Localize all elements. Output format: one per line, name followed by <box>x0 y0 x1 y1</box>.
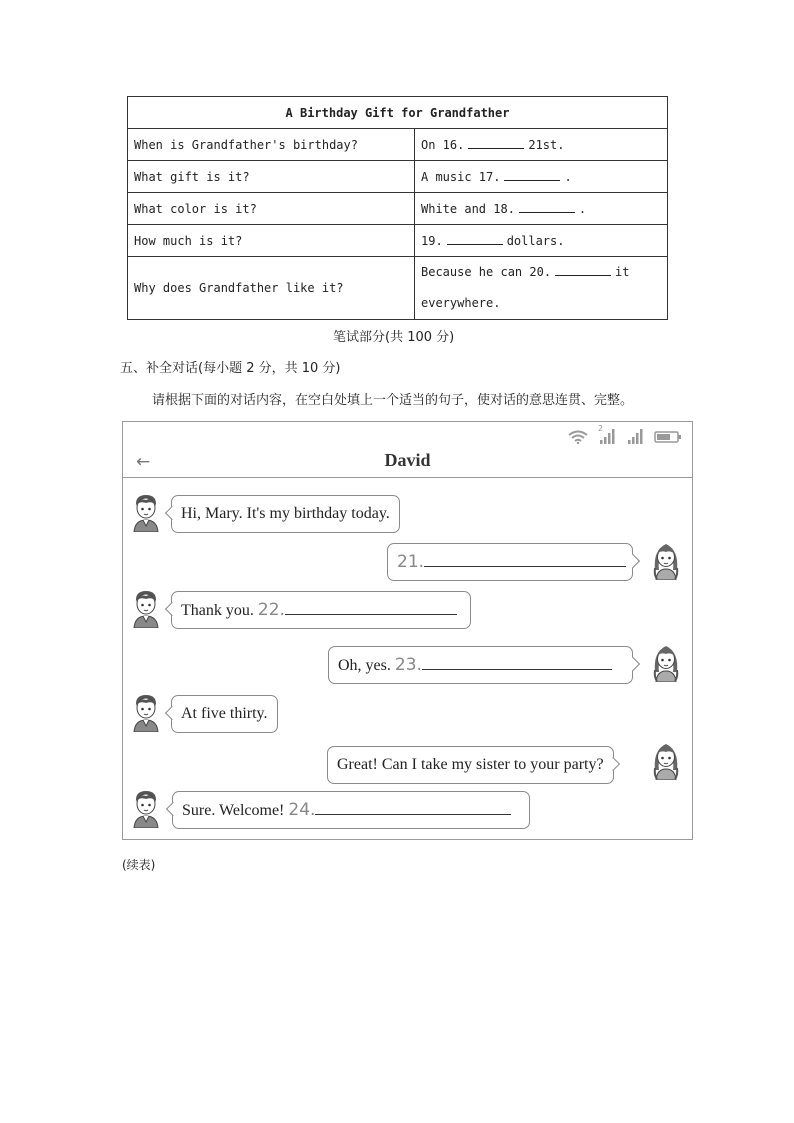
question-cell: When is Grandfather's birthday? <box>128 129 415 161</box>
chat-header <box>123 422 692 478</box>
answer-text: dollars. <box>506 233 565 248</box>
status-bar <box>568 424 682 444</box>
table-title: A Birthday Gift for Grandfather <box>128 97 668 129</box>
signal-2-icon <box>598 424 616 444</box>
question-cell: How much is it? <box>128 225 415 257</box>
wifi-icon <box>568 430 588 444</box>
message-bubble <box>328 646 633 684</box>
answer-blank[interactable] <box>447 234 503 245</box>
girl-avatar-icon <box>651 540 681 580</box>
question-number: 22. <box>257 600 285 620</box>
section-title: 五、补全对话(每小题 2 分，共 10 分) <box>120 361 341 376</box>
message-text: Great! Can I take my sister to your party? <box>337 756 604 773</box>
message-bubble <box>327 746 614 784</box>
answer-text: 19. <box>421 233 443 248</box>
answer-cell <box>415 161 668 193</box>
table-row <box>128 193 668 225</box>
message-bubble <box>171 495 400 533</box>
girl-avatar-icon <box>651 740 681 780</box>
answer-text: On 16. <box>421 137 465 152</box>
answer-blank[interactable] <box>315 796 511 815</box>
question-cell: Why does Grandfather like it? <box>128 257 415 320</box>
answer-text: . <box>564 169 572 184</box>
question-number: 21. <box>397 552 425 572</box>
answer-text: White and 18. <box>421 201 515 216</box>
message-bubble <box>172 791 530 829</box>
answer-cell <box>415 129 668 161</box>
gift-table <box>127 96 668 320</box>
message-bubble <box>171 695 278 733</box>
message-bubble <box>171 591 471 629</box>
message-text: Sure. Welcome! <box>182 802 285 819</box>
question-cell: What gift is it? <box>128 161 415 193</box>
boy-avatar-icon <box>131 588 161 628</box>
question-cell: What color is it? <box>128 193 415 225</box>
answer-cell <box>415 257 668 320</box>
instruction-text: 请根据下面的对话内容，在空白处填上一个适当的句子，使对话的意思连贯、完整。 <box>152 393 634 408</box>
answer-blank[interactable] <box>468 138 524 149</box>
table-row <box>128 129 668 161</box>
table-row <box>128 257 668 320</box>
answer-text: . <box>578 201 587 216</box>
message-text: At five thirty. <box>181 705 268 722</box>
table-row <box>128 225 668 257</box>
question-number: 23. <box>394 655 422 675</box>
answer-text: Because he can 20. <box>421 265 552 279</box>
answer-text: it <box>615 265 630 279</box>
answer-blank[interactable] <box>422 651 612 670</box>
back-arrow-icon[interactable]: ← <box>136 452 151 472</box>
answer-blank[interactable] <box>555 265 611 276</box>
answer-blank[interactable] <box>519 202 575 213</box>
message-text: Hi, Mary. It's my birthday today. <box>181 505 390 522</box>
boy-avatar-icon <box>131 788 161 828</box>
boy-avatar-icon <box>131 692 161 732</box>
message-text: Oh, yes. <box>338 657 391 674</box>
battery-icon <box>654 430 682 444</box>
answer-text: 21st. <box>528 137 565 152</box>
boy-avatar-icon <box>131 492 161 532</box>
contact-name: David <box>384 450 431 470</box>
answer-blank[interactable] <box>424 548 626 567</box>
message-bubble <box>387 543 633 581</box>
answer-text: A music 17. <box>421 169 501 184</box>
signal-label: 2 <box>598 424 604 433</box>
question-number: 24. <box>288 800 316 820</box>
answer-blank[interactable] <box>504 170 560 181</box>
signal-icon <box>626 428 644 444</box>
continued-note: (续表) <box>122 858 156 872</box>
table-row <box>128 161 668 193</box>
chat-phone-frame <box>122 421 693 840</box>
answer-cell <box>415 225 668 257</box>
answer-cell <box>415 193 668 225</box>
message-text: Thank you. <box>181 602 254 619</box>
girl-avatar-icon <box>651 642 681 682</box>
answer-text: everywhere. <box>421 296 501 310</box>
answer-blank[interactable] <box>285 596 457 615</box>
written-part-heading: 笔试部分(共 100 分) <box>333 330 455 345</box>
